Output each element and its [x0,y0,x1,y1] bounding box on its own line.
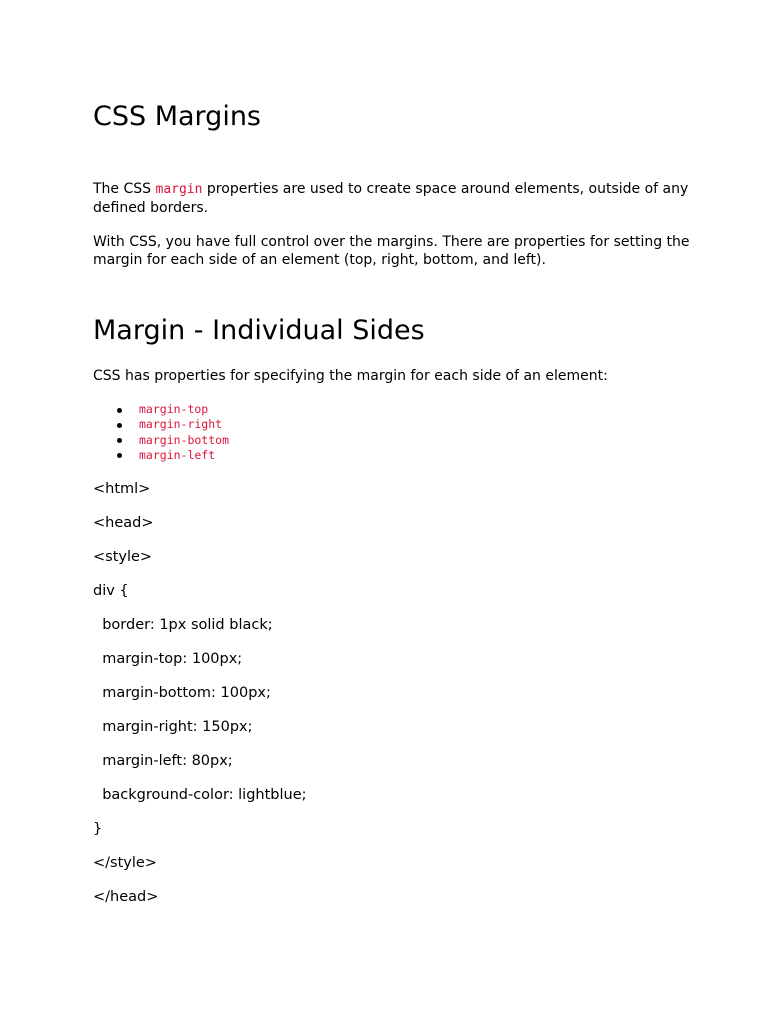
code-line: <style> [93,549,153,565]
section-heading: Margin - Individual Sides [93,315,425,346]
bullet-dot [117,423,122,428]
code-line: margin-top: 100px; [93,651,243,667]
code-line: <head> [93,515,154,531]
code-line: margin-left: 80px; [93,753,233,769]
code-example [93,480,307,922]
code-line: background-color: lightblue; [93,787,307,803]
property-name: margin-left [139,447,216,462]
property-list [93,402,229,463]
code-line: border: 1px solid black; [93,617,273,633]
bullet-dot [117,453,122,458]
intro-paragraph-1 [93,180,733,217]
code-line: <html> [93,481,151,497]
intro-text-before: The CSS [93,181,156,197]
list-item [93,448,229,463]
list-item [93,402,229,417]
page-title: CSS Margins [93,101,261,132]
code-line: </style> [93,855,157,871]
property-name: margin-bottom [139,432,230,447]
intro-text-after: properties are used to create space around elements, outside of any defined borders. [93,181,689,216]
list-item [93,417,229,432]
property-name: margin-right [139,417,223,432]
code-line: } [93,821,103,837]
code-line: margin-right: 150px; [93,719,253,735]
bullet-dot [117,408,122,413]
intro-paragraph-2: With CSS, you have full control over the margins. There are properties for setting the margin for each side of an element (top, right, bottom, and left). [93,234,690,268]
code-line: margin-bottom: 100px; [93,685,271,701]
code-line: div { [93,583,129,599]
sides-intro-paragraph: CSS has properties for specifying the margin for each side of an element: [93,368,608,384]
inline-code-margin: margin [155,182,203,197]
code-line: </head> [93,889,159,905]
property-name: margin-top [139,402,209,416]
bullet-dot [117,438,122,443]
list-item [93,433,229,448]
